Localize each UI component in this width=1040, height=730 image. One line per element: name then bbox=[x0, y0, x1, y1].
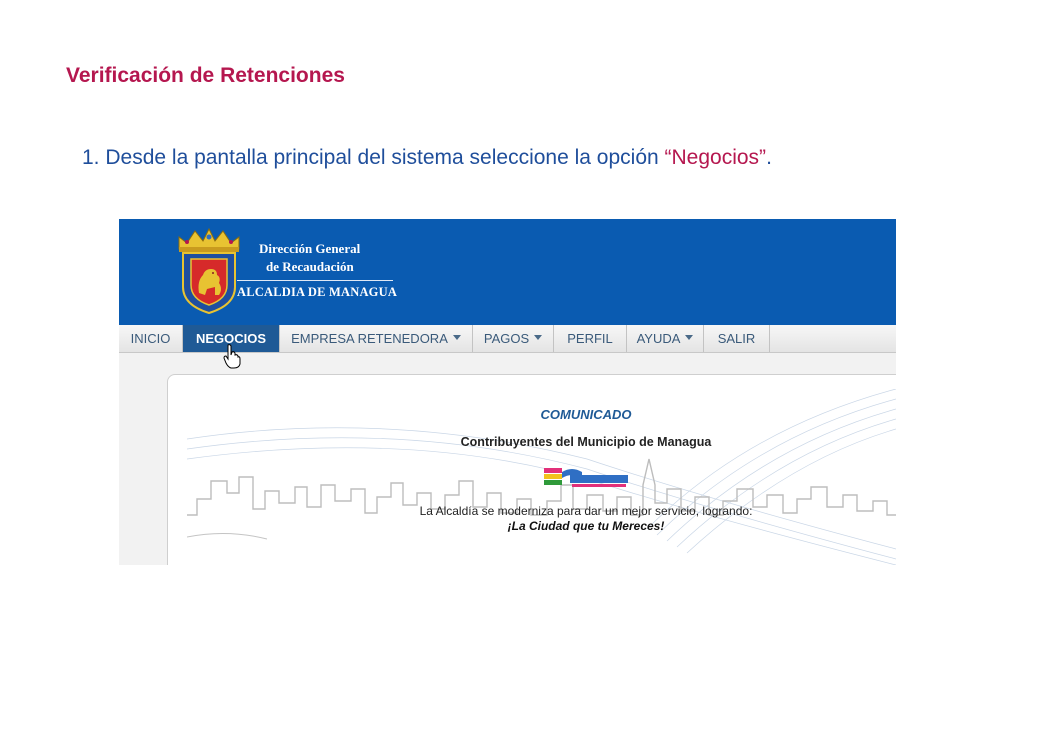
nav-item-inicio[interactable]: INICIO bbox=[119, 325, 183, 352]
step-number: 1. bbox=[82, 146, 100, 169]
nav-item-perfil[interactable]: PERFIL bbox=[554, 325, 627, 352]
nav-item-salir[interactable]: SALIR bbox=[704, 325, 770, 352]
step-text: Desde la pantalla principal del sistema seleccione la opción bbox=[105, 146, 665, 169]
city-logo-icon bbox=[542, 464, 630, 490]
comunicado-title: COMUNICADO bbox=[540, 407, 632, 422]
nav-item-empresa-retenedora[interactable] bbox=[280, 325, 473, 352]
org-divider bbox=[237, 280, 393, 281]
nav-label-empresa-retenedora: EMPRESA RETENEDORA bbox=[291, 331, 448, 346]
chevron-down-icon bbox=[685, 335, 693, 340]
comunicado-slogan: ¡La Ciudad que tu Mereces! bbox=[507, 519, 665, 533]
step-instruction bbox=[82, 146, 772, 170]
nav-label-ayuda: AYUDA bbox=[636, 331, 681, 346]
step-end: . bbox=[766, 146, 772, 169]
app-banner bbox=[119, 219, 896, 325]
chevron-down-icon bbox=[534, 335, 542, 340]
hand-cursor-icon bbox=[223, 343, 241, 369]
app-screenshot bbox=[119, 219, 896, 565]
comunicado-subtitle: Contribuyentes del Municipio de Managua bbox=[460, 435, 712, 449]
comunicado-body: La Alcaldía se moderniza para dar un mejor servicio, logrando: bbox=[419, 504, 753, 518]
org-name-line3: ALCALDIA DE MANAGUA bbox=[237, 285, 398, 299]
nav-item-ayuda[interactable] bbox=[627, 325, 704, 352]
coat-of-arms-icon bbox=[175, 223, 243, 315]
document-heading: Verificación de Retenciones bbox=[66, 64, 345, 87]
nav-item-negocios[interactable]: NEGOCIOS bbox=[183, 325, 280, 352]
nav-label-pagos: PAGOS bbox=[483, 331, 530, 346]
nav-item-pagos[interactable] bbox=[473, 325, 554, 352]
org-name-line2: de Recaudación bbox=[266, 259, 354, 274]
step-highlight: “Negocios” bbox=[664, 146, 767, 169]
chevron-down-icon bbox=[453, 335, 461, 340]
org-name-line1: Dirección General bbox=[259, 241, 361, 256]
